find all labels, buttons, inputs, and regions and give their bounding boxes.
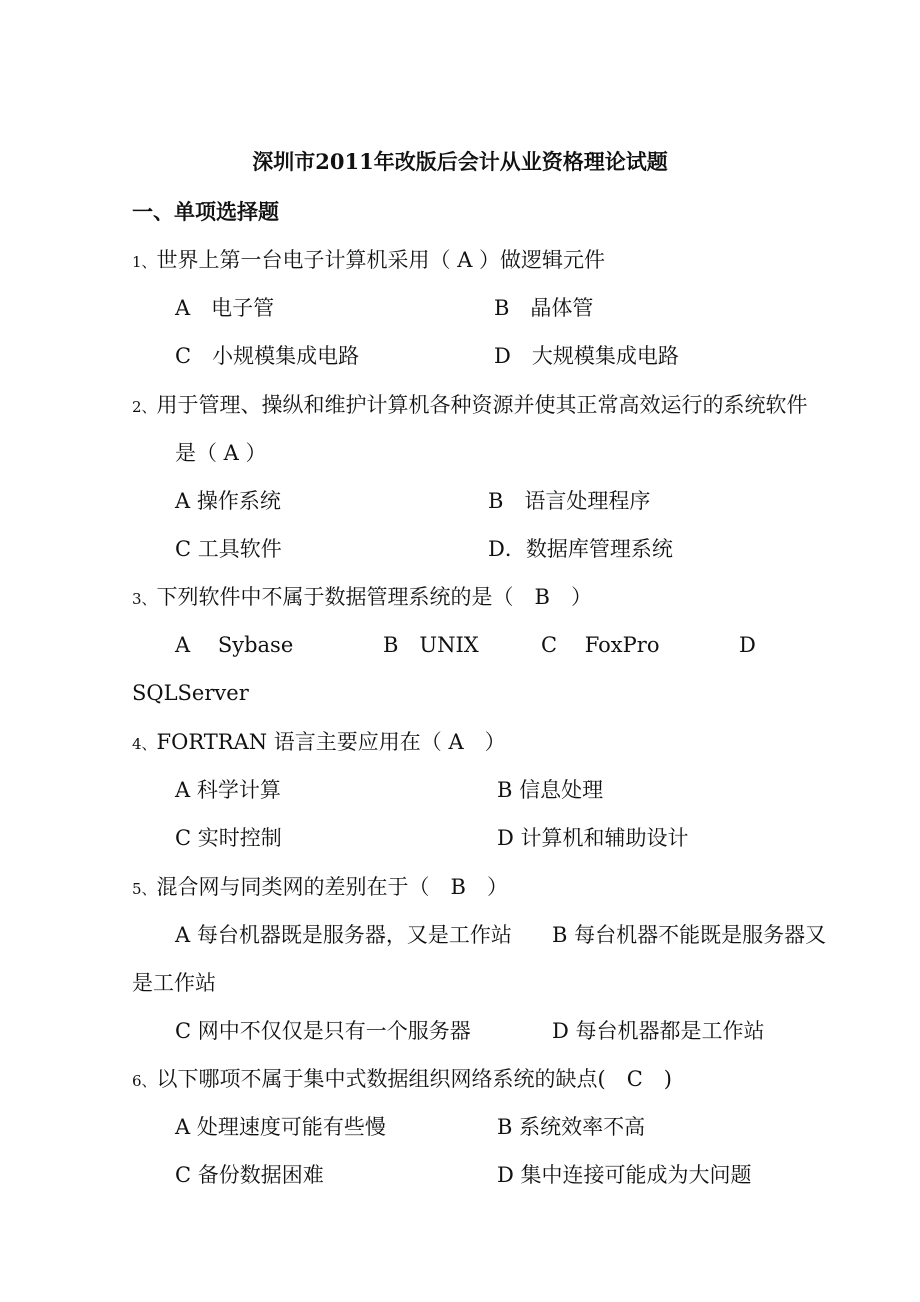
section-heading: 一、单项选择题 — [132, 199, 279, 224]
option-d: D 集中连接可能成为大问题 — [497, 1163, 752, 1187]
question-number: 1、 — [132, 253, 157, 271]
option-c: C 工具软件 — [175, 537, 282, 561]
option-d: D — [739, 633, 756, 657]
option-c: C 实时控制 — [175, 826, 282, 850]
question-number: 4、 — [132, 735, 157, 753]
question-3 — [132, 583, 592, 613]
question-1 — [132, 246, 605, 276]
option-b-continued: 是工作站 — [132, 971, 216, 995]
option-d: D 每台机器都是工作站 — [552, 1019, 765, 1043]
option-a: A 处理速度可能有些慢 — [175, 1115, 386, 1139]
question-2 — [132, 391, 808, 421]
question-5 — [132, 873, 508, 903]
question-text-continued: 是（ A ） — [175, 441, 267, 465]
option-c: C 小规模集成电路 — [175, 344, 360, 368]
option-d: D 大规模集成电路 — [494, 344, 679, 368]
question-6 — [132, 1065, 672, 1095]
option-a: A 操作系统 — [175, 489, 281, 513]
question-text: FORTRAN 语言主要应用在（ A ） — [156, 730, 506, 754]
question-4 — [132, 728, 506, 758]
option-a: A Sybase — [175, 633, 294, 657]
option-a: A 每台机器既是服务器，又是工作站 — [175, 923, 512, 947]
question-number: 3、 — [132, 590, 157, 608]
question-text: 下列软件中不属于数据管理系统的是（ B ） — [156, 585, 592, 609]
page-title: 深圳市2011年改版后会计从业资格理论试题 — [252, 149, 668, 174]
option-b: B 语言处理程序 — [488, 489, 651, 513]
question-text: 用于管理、操纵和维护计算机各种资源并使其正常高效运行的系统软件 — [156, 393, 808, 417]
question-text: 以下哪项不属于集中式数据组织网络系统的缺点( C ) — [156, 1067, 672, 1091]
option-b: B UNIX — [383, 633, 479, 657]
option-b: B 晶体管 — [494, 296, 594, 320]
option-b: B 每台机器不能既是服务器又 — [552, 923, 827, 947]
option-a: A 电子管 — [175, 296, 275, 320]
option-b: B 信息处理 — [497, 778, 604, 802]
option-d: D 计算机和辅助设计 — [497, 826, 689, 850]
question-text: 混合网与同类网的差别在于（ B ） — [156, 875, 508, 899]
option-a: A 科学计算 — [175, 778, 281, 802]
option-c: C 网中不仅仅是只有一个服务器 — [175, 1019, 471, 1043]
option-c: C 备份数据困难 — [175, 1163, 324, 1187]
option-d: D．数据库管理系统 — [488, 537, 673, 561]
option-d-continued: SQLServer — [132, 681, 249, 705]
option-b: B 系统效率不高 — [497, 1115, 646, 1139]
option-c: C FoxPro — [541, 633, 660, 657]
question-number: 2、 — [132, 398, 157, 416]
question-number: 6、 — [132, 1072, 157, 1090]
question-number: 5、 — [132, 880, 157, 898]
question-text: 世界上第一台电子计算机采用（ A ）做逻辑元件 — [156, 248, 606, 272]
